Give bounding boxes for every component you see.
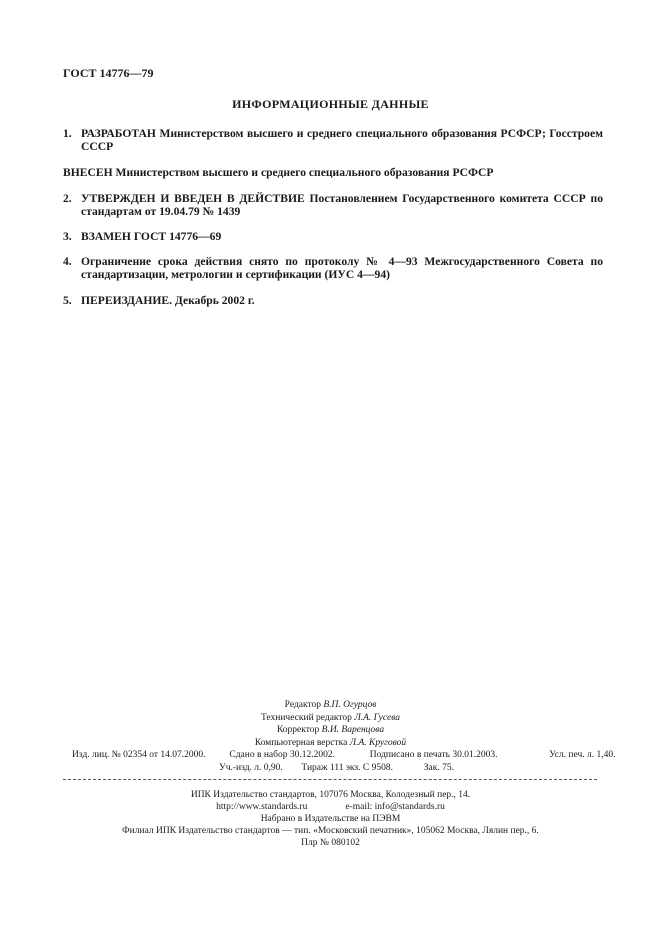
publisher-contacts [0, 801, 661, 813]
publisher-website: http://www.standards.ru [216, 802, 308, 812]
imprint-typeset-date: Сдано в набор 30.12.2002. [229, 750, 335, 760]
publisher-typeset-note: Набрано в Издательстве на ПЭВМ [260, 814, 401, 824]
info-item-4 [63, 255, 603, 281]
item-text: РАЗРАБОТАН Министерством высшего и среднего специального образования РСФСР; Госстроем СССР [81, 127, 603, 153]
item-number: 2. [63, 192, 72, 205]
imprint-signed-date: Подписано в печать 30.01.2003. [369, 750, 498, 760]
info-item-2 [63, 192, 603, 218]
credit-tech-editor [0, 712, 661, 725]
credit-corrector [0, 724, 661, 737]
item-text: ПЕРЕИЗДАНИЕ. Декабрь 2002 г. [81, 294, 255, 307]
info-item-1 [63, 127, 603, 153]
item-text: Ограничение срока действия снято по протоколу № 4—93 Межгосударственного Совета по стандартизации, метрологии и сертификации (ИУС 4—94) [81, 255, 603, 281]
item-number: 3. [63, 230, 72, 243]
credit-name: Л.А. Гусева [354, 712, 401, 723]
imprint-print-sheets: Усл. печ. л. 1,40. [549, 750, 616, 760]
imprint-edit-sheets: Уч.-изд. л. 0,90. [219, 763, 283, 773]
credit-label: Корректор [276, 725, 320, 735]
item-text: УТВЕРЖДЕН И ВВЕДЕН В ДЕЙСТВИЕ Постановлением Государственного комитета СССР по стандартам от 19.04.79 № 1439 [81, 192, 603, 218]
credit-name: Л.А. Круговой [349, 737, 407, 748]
credits-block [0, 699, 661, 749]
item-number: 5. [63, 294, 72, 307]
imprint-order: Зак. 75. [423, 763, 454, 773]
credit-label: Компьютерная верстка [254, 737, 348, 748]
publisher-email: e-mail: info@standards.ru [345, 802, 445, 812]
credit-name: В.И. Варенцова [321, 725, 385, 735]
publisher-address: ИПК Издательство стандартов, 107076 Москва, Колодезный пер., 14. [190, 790, 471, 800]
credit-label: Технический редактор [260, 712, 352, 723]
item-number: 1. [63, 127, 72, 140]
imprint-line-2 [219, 763, 454, 773]
credit-editor [0, 699, 661, 712]
publisher-license: Плр № 080102 [301, 838, 360, 848]
page-title: ИНФОРМАЦИОННЫЕ ДАННЫЕ [232, 97, 429, 111]
credit-name: В.П. Огурцов [323, 700, 377, 710]
item-text: ВЗАМЕН ГОСТ 14776—69 [81, 230, 222, 243]
info-item-introduced: ВНЕСЕН Министерством высшего и среднего специального образования РСФСР [63, 166, 494, 179]
item-number: 4. [63, 255, 72, 268]
credit-label: Редактор [284, 700, 321, 710]
credit-layout [0, 737, 661, 750]
imprint-license: Изд. лиц. № 02354 от 14.07.2000. [72, 750, 206, 760]
info-item-3 [63, 230, 603, 243]
info-item-5 [63, 294, 603, 307]
separator-line [63, 779, 597, 780]
imprint-circulation: Тираж 111 экз. С 9508. [301, 763, 394, 773]
imprint-line-1 [72, 750, 616, 760]
publisher-branch: Филиал ИПК Издательство стандартов — тип. «Московский печатник», 105062 Москва, Лялин пер., 6. [122, 826, 539, 836]
publisher-block [0, 789, 661, 849]
standard-code: ГОСТ 14776—79 [63, 66, 154, 80]
